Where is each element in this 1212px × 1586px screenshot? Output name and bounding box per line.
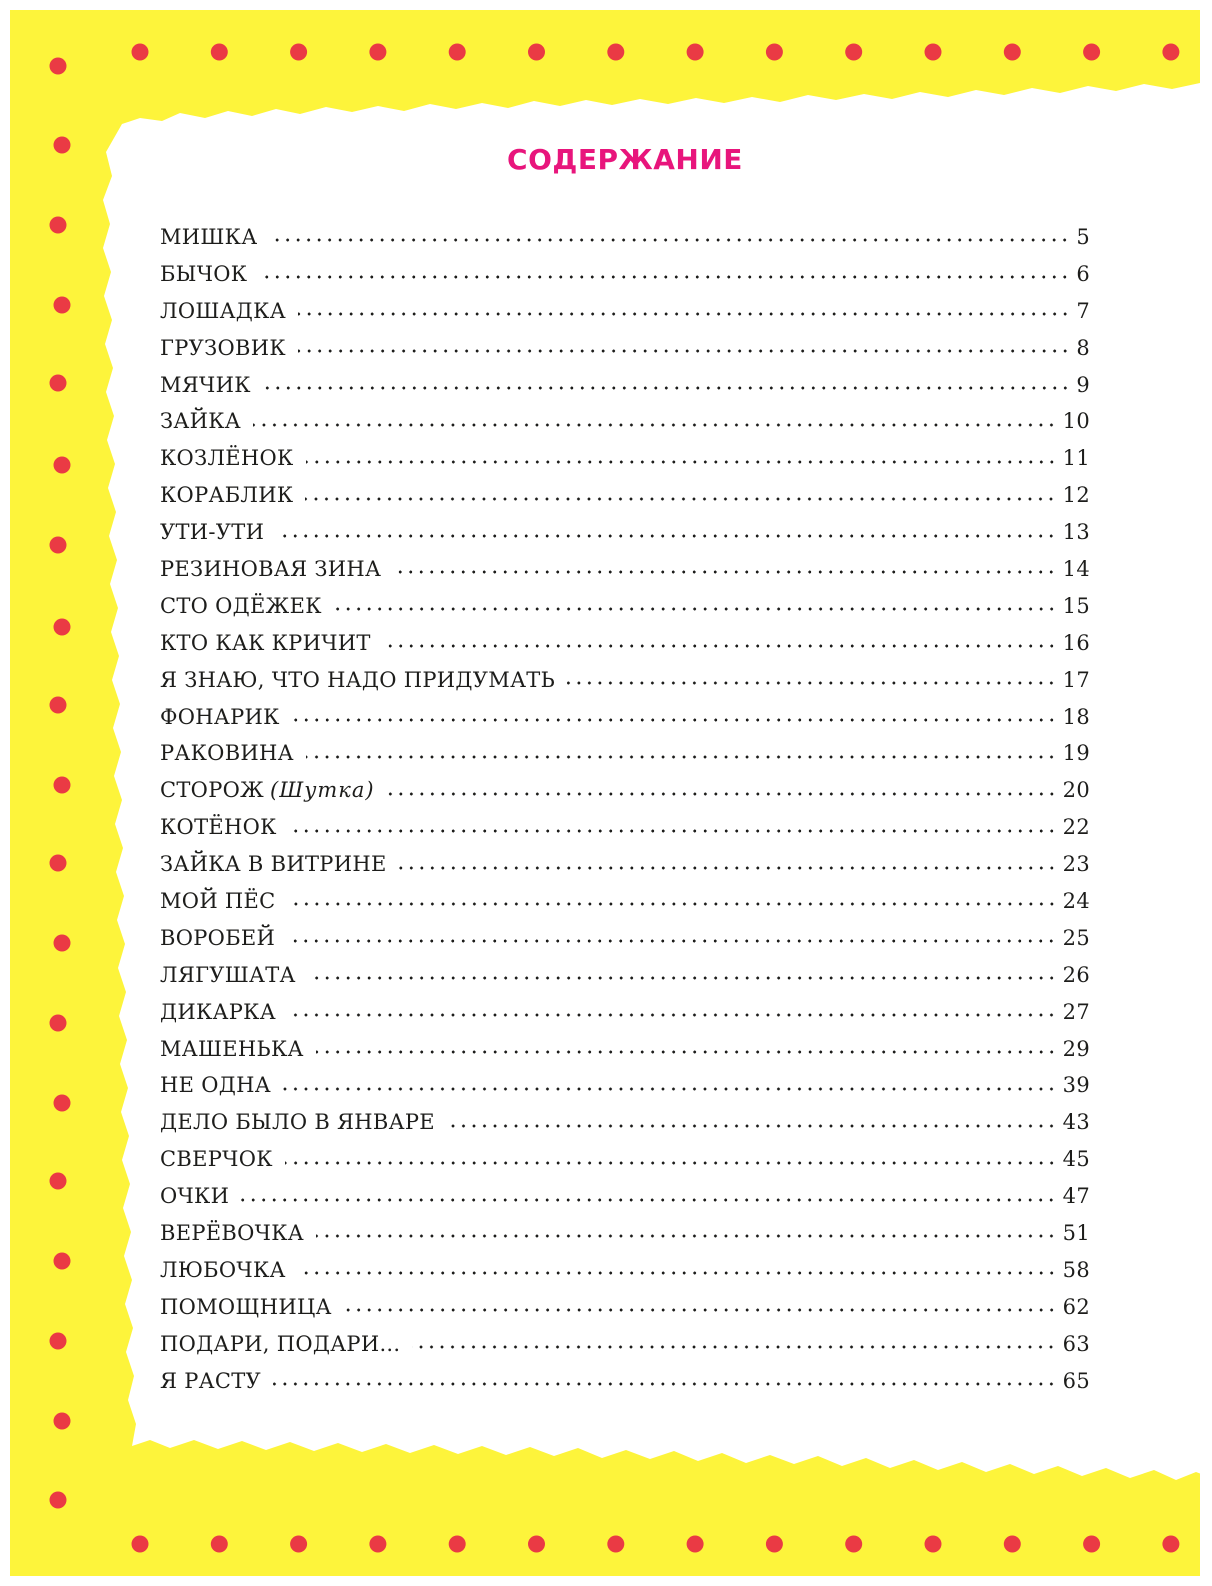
toc-entry-page-number: 27 xyxy=(1062,999,1090,1024)
toc-entry-page-number: 24 xyxy=(1062,889,1090,914)
toc-entry-page-number: 23 xyxy=(1062,852,1090,877)
toc-entry[interactable] xyxy=(160,330,1090,367)
toc-entry-title: ВОРОБЕЙ xyxy=(160,925,276,950)
toc-entry-title: ПОДАРИ, ПОДАРИ... xyxy=(160,1331,401,1356)
dot-leader xyxy=(276,533,1056,539)
dot-leader xyxy=(447,1123,1057,1129)
toc-entry-page-number: 10 xyxy=(1062,409,1090,434)
toc-entry[interactable] xyxy=(160,403,1090,440)
toc-entry-page-number: 13 xyxy=(1062,520,1090,545)
toc-entry-title: КОЗЛЁНОК xyxy=(160,446,294,471)
dot-leader xyxy=(292,717,1057,723)
toc-entry-page-number: 65 xyxy=(1062,1368,1090,1393)
toc-entry[interactable] xyxy=(160,551,1090,588)
toc-entry-page-number: 25 xyxy=(1062,925,1090,950)
toc-entry-page-number: 11 xyxy=(1062,446,1090,471)
toc-entry-title: СТО ОДЁЖЕК xyxy=(160,593,322,618)
toc-entry-page-number: 26 xyxy=(1062,962,1090,987)
dot-leader xyxy=(298,348,1070,354)
toc-entry[interactable] xyxy=(160,219,1090,256)
toc-entry[interactable] xyxy=(160,367,1090,404)
toc-entry-title: ГРУЗОВИК xyxy=(160,335,286,360)
toc-entry[interactable] xyxy=(160,957,1090,994)
dot-leader xyxy=(287,938,1057,944)
dot-leader xyxy=(344,1307,1057,1313)
dot-leader xyxy=(241,1197,1056,1203)
toc-entry-title: МАШЕНЬКА xyxy=(160,1036,304,1061)
toc-entry-page-number: 63 xyxy=(1062,1331,1090,1356)
toc-entry[interactable] xyxy=(160,293,1090,330)
toc-entry-title: ЛЮБОЧКА xyxy=(160,1257,286,1282)
dot-leader xyxy=(387,791,1057,797)
dot-leader xyxy=(253,422,1057,428)
toc-entry-title: КОТЁНОК xyxy=(160,815,277,840)
toc-entry-title: ПОМОЩНИЦА xyxy=(160,1294,332,1319)
toc-entry[interactable] xyxy=(160,625,1090,662)
toc-entry-title: Я ЗНАЮ, ЧТО НАДО ПРИДУМАТЬ xyxy=(160,667,556,692)
dot-leader xyxy=(259,274,1070,280)
toc-heading: СОДЕРЖАНИЕ xyxy=(507,143,743,176)
toc-entry-page-number: 6 xyxy=(1076,261,1090,286)
dot-leader xyxy=(316,1049,1057,1055)
toc-entry-title: РАКОВИНА xyxy=(160,741,294,766)
toc-entry-page-number: 8 xyxy=(1076,335,1090,360)
toc-entry-title: ДИКАРКА xyxy=(160,999,276,1024)
toc-entry-title: ЛОШАДКА xyxy=(160,298,286,323)
toc-entry-title: ВЕРЁВОЧКА xyxy=(160,1221,304,1246)
toc-entry[interactable] xyxy=(160,1215,1090,1252)
toc-entry[interactable] xyxy=(160,477,1090,514)
dot-leader xyxy=(289,828,1057,834)
toc-entry-page-number: 5 xyxy=(1076,225,1090,249)
toc-entry-title: ДЕЛО БЫЛО В ЯНВАРЕ xyxy=(160,1110,435,1135)
toc-entry[interactable] xyxy=(160,1104,1090,1141)
toc-entry[interactable] xyxy=(160,514,1090,551)
toc-entry-title: НЕ ОДНА xyxy=(160,1073,271,1098)
toc-entry-page-number: 58 xyxy=(1062,1257,1090,1282)
dot-leader xyxy=(412,1344,1056,1350)
toc-entry-title: ОЧКИ xyxy=(160,1184,230,1209)
toc-entry[interactable] xyxy=(160,1178,1090,1215)
toc-entry-page-number: 45 xyxy=(1062,1147,1090,1172)
toc-entry[interactable] xyxy=(160,1363,1090,1400)
toc-entry[interactable] xyxy=(160,772,1090,809)
toc-entry-page-number: 51 xyxy=(1062,1221,1090,1246)
toc-entry-page-number: 14 xyxy=(1062,557,1090,582)
dot-leader xyxy=(288,901,1057,907)
toc-entry[interactable] xyxy=(160,883,1090,920)
toc-entry-page-number: 7 xyxy=(1076,298,1090,323)
toc-entry-title: КОРАБЛИК xyxy=(160,483,294,508)
toc-entry-page-number: 17 xyxy=(1062,667,1090,692)
dot-leader xyxy=(298,1270,1057,1276)
toc-list xyxy=(160,219,1090,1400)
toc-entry[interactable] xyxy=(160,1067,1090,1104)
dot-leader xyxy=(567,680,1057,686)
dot-leader xyxy=(269,237,1070,243)
toc-entry-title: РЕЗИНОВАЯ ЗИНА xyxy=(160,557,382,582)
dot-leader xyxy=(393,569,1056,575)
toc-entry[interactable] xyxy=(160,809,1090,846)
toc-entry[interactable] xyxy=(160,735,1090,772)
toc-entry-page-number: 43 xyxy=(1062,1110,1090,1135)
dot-leader xyxy=(399,865,1057,871)
toc-entry-page-number: 12 xyxy=(1062,483,1090,508)
toc-entry[interactable] xyxy=(160,920,1090,957)
toc-entry[interactable] xyxy=(160,994,1090,1031)
toc-entry-title: МИШКА xyxy=(160,225,258,249)
toc-entry-title: ЗАЙКА xyxy=(160,409,241,434)
toc-entry[interactable] xyxy=(160,588,1090,625)
dot-leader xyxy=(308,975,1057,981)
toc-entry-title: МЯЧИК xyxy=(160,372,251,397)
toc-entry-page-number: 20 xyxy=(1062,778,1090,803)
toc-entry[interactable] xyxy=(160,1289,1090,1326)
toc-entry[interactable] xyxy=(160,1141,1090,1178)
toc-entry[interactable] xyxy=(160,846,1090,883)
toc-entry[interactable] xyxy=(160,699,1090,736)
dot-leader xyxy=(298,311,1070,317)
toc-entry-title: СТОРОЖ xyxy=(160,778,265,803)
dot-leader xyxy=(316,1233,1057,1239)
toc-entry-page-number: 18 xyxy=(1062,704,1090,729)
toc-entry-page-number: 47 xyxy=(1062,1184,1090,1209)
dot-leader xyxy=(263,385,1071,391)
toc-entry-page-number: 15 xyxy=(1062,593,1090,618)
toc-entry-subtitle: (Шутка) xyxy=(270,778,375,803)
dot-leader xyxy=(306,459,1057,465)
toc-entry-page-number: 16 xyxy=(1062,630,1090,655)
toc-entry-title: ЗАЙКА В ВИТРИНЕ xyxy=(160,852,387,877)
toc-entry-title: МОЙ ПЁС xyxy=(160,889,276,914)
dot-leader xyxy=(334,606,1057,612)
table-of-contents xyxy=(160,140,1090,1400)
toc-entry-page-number: 22 xyxy=(1062,815,1090,840)
dot-leader xyxy=(305,496,1056,502)
toc-entry[interactable] xyxy=(160,1326,1090,1363)
dot-leader xyxy=(285,1160,1057,1166)
toc-entry[interactable] xyxy=(160,256,1090,293)
toc-entry-title: УТИ-УТИ xyxy=(160,520,265,545)
dot-leader xyxy=(383,643,1057,649)
toc-entry-page-number: 62 xyxy=(1062,1294,1090,1319)
toc-entry[interactable] xyxy=(160,662,1090,699)
toc-entry[interactable] xyxy=(160,1252,1090,1289)
toc-entry-title: БЫЧОК xyxy=(160,261,248,286)
toc-entry-page-number: 39 xyxy=(1062,1073,1090,1098)
dot-leader xyxy=(288,1012,1057,1018)
toc-entry-page-number: 19 xyxy=(1062,741,1090,766)
toc-entry-title: ЛЯГУШАТА xyxy=(160,962,296,987)
toc-entry-page-number: 9 xyxy=(1076,372,1090,397)
toc-entry[interactable] xyxy=(160,440,1090,477)
toc-entry-title: КТО КАК КРИЧИТ xyxy=(160,630,371,655)
toc-entry[interactable] xyxy=(160,1031,1090,1068)
toc-entry-title: СВЕРЧОК xyxy=(160,1147,273,1172)
dot-leader xyxy=(273,1381,1057,1387)
dot-leader xyxy=(306,754,1057,760)
dot-leader xyxy=(283,1086,1057,1092)
toc-entry-title: Я РАСТУ xyxy=(160,1368,262,1393)
toc-entry-page-number: 29 xyxy=(1062,1036,1090,1061)
toc-entry-title: ФОНАРИК xyxy=(160,704,280,729)
